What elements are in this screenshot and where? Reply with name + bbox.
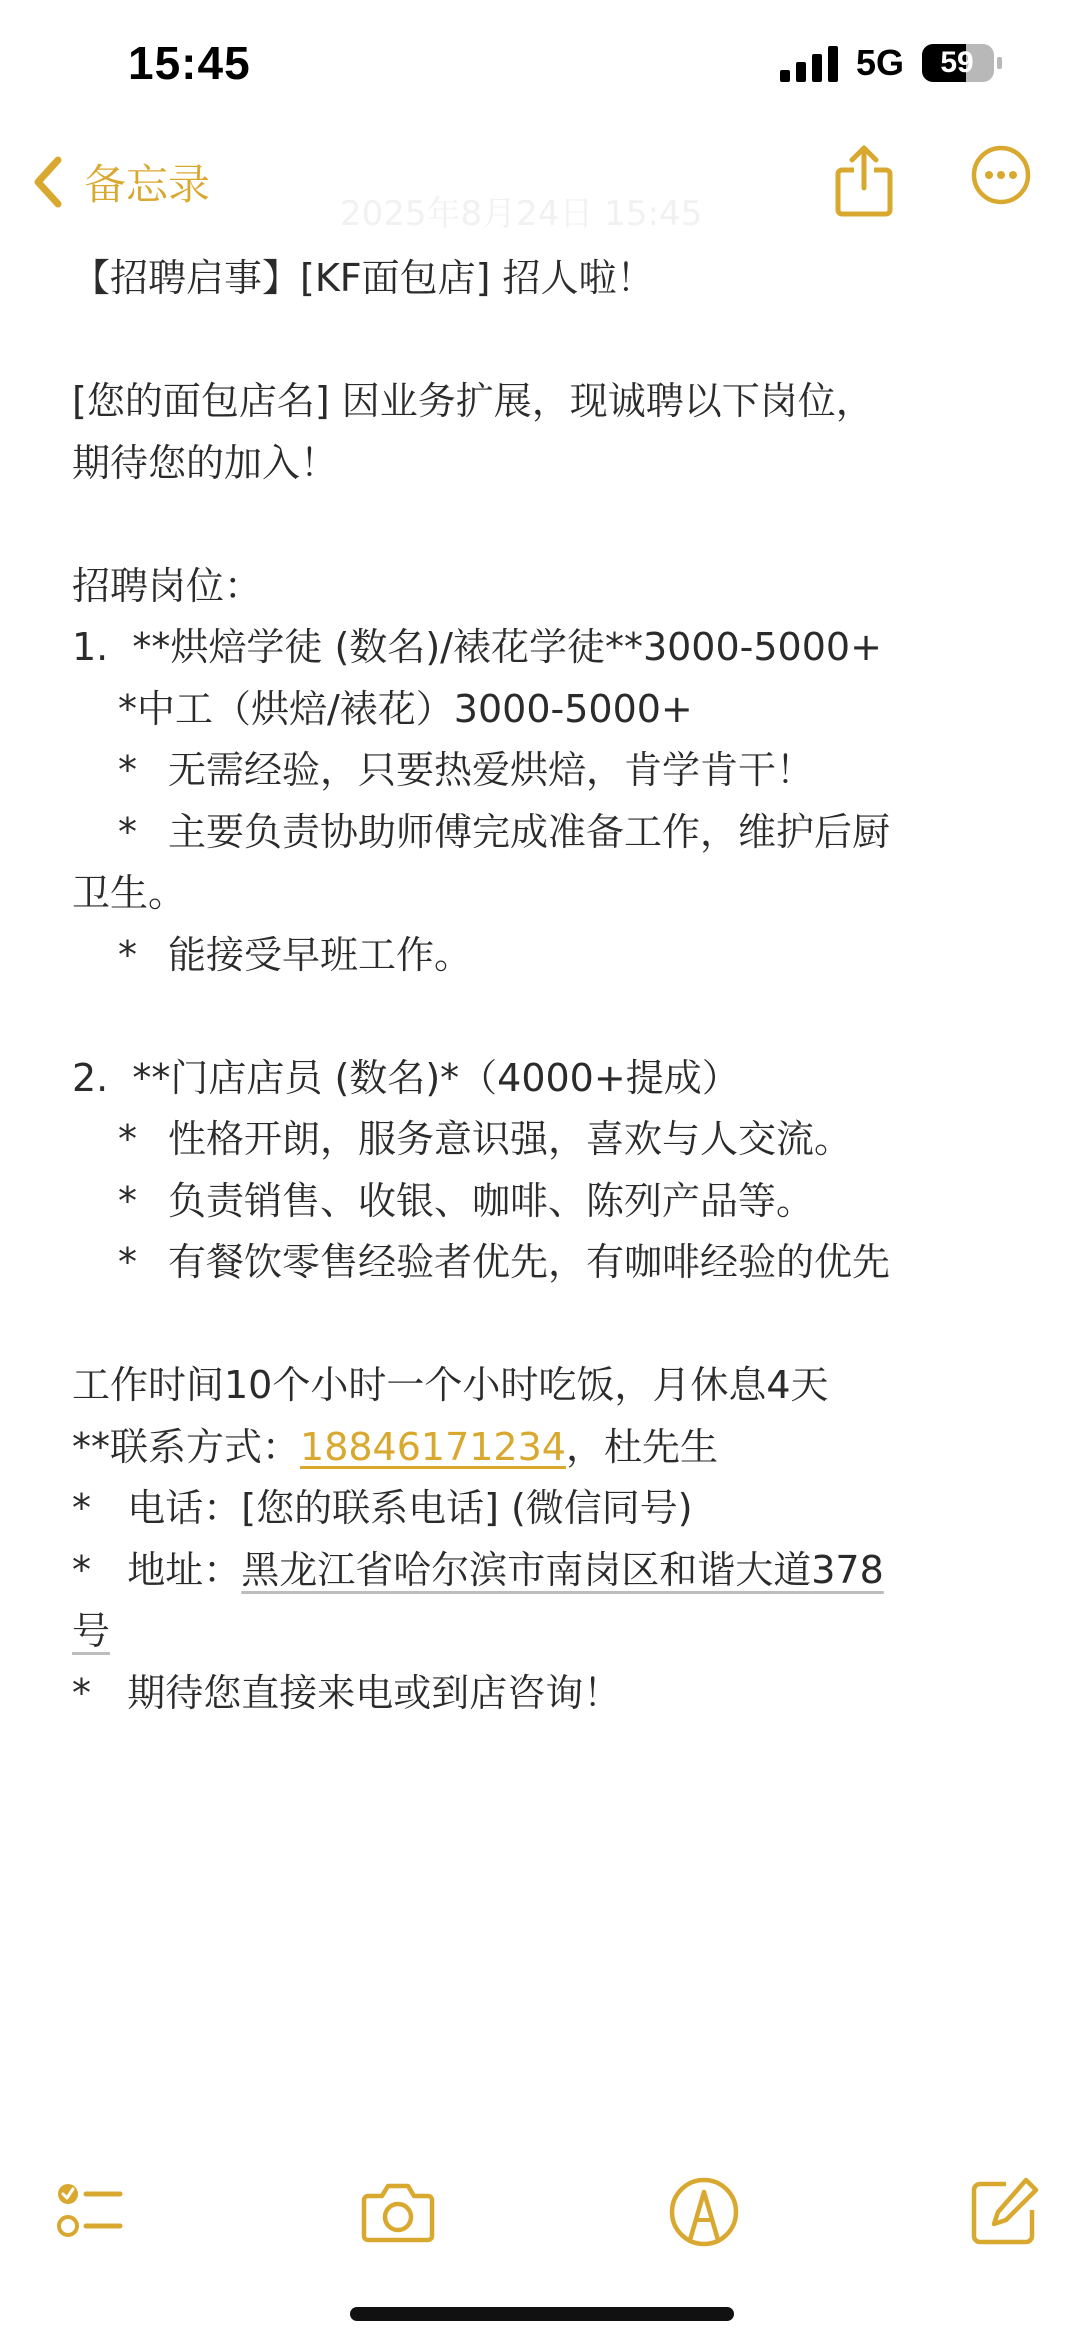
closing-line: * 期待您直接来电或到店咨询！ bbox=[72, 1670, 622, 1715]
chevron-left-icon bbox=[30, 154, 66, 210]
navigation-bar bbox=[0, 130, 1080, 240]
list-item: * 无需经验，只要热爱烘焙，肯学肯干！ bbox=[118, 748, 815, 792]
compose-icon[interactable] bbox=[966, 2174, 1042, 2250]
markup-icon[interactable] bbox=[666, 2174, 742, 2250]
address-link[interactable]: 黑龙江省哈尔滨市南岗区和谐大道378 bbox=[241, 1547, 884, 1592]
phone-line: * 电话：[您的联系电话] (微信同号) bbox=[72, 1486, 693, 1530]
bottom-toolbar bbox=[0, 2160, 1080, 2260]
list-item: * 负责销售、收银、咖啡、陈列产品等。 bbox=[118, 1178, 815, 1223]
position-1-title: 1. **烘焙学徒 (数名)/裱花学徒**3000-5000+ bbox=[72, 625, 882, 669]
position-1-mid-level: *中工（烘焙/裱花）3000-5000+ bbox=[118, 686, 693, 731]
work-time-line: 工作时间10个小时一个小时吃饭，月休息4天 bbox=[72, 1363, 829, 1407]
note-intro-line: [您的面包店名] 因业务扩展，现诚聘以下岗位， bbox=[72, 379, 874, 423]
address-link-cont[interactable]: 号 bbox=[72, 1609, 111, 1653]
position-2-title: 2. **门店店员 (数名)*（4000+提成） bbox=[72, 1055, 740, 1100]
battery-icon bbox=[922, 44, 1004, 82]
battery-level: 59 bbox=[940, 46, 974, 79]
list-item-continuation: 卫生。 bbox=[72, 871, 187, 915]
note-title-line: 【招聘启事】[KF面包店] 招人啦！ bbox=[72, 256, 655, 300]
address-line: * 地址：黑龙江省哈尔滨市南岗区和谐大道378 bbox=[72, 1547, 884, 1592]
status-bar bbox=[0, 0, 1080, 130]
camera-icon[interactable] bbox=[360, 2174, 436, 2250]
positions-heading: 招聘岗位： bbox=[72, 563, 263, 608]
list-item: * 有餐饮零售经验者优先，有咖啡经验的优先 bbox=[118, 1240, 891, 1284]
note-body[interactable] bbox=[72, 248, 1012, 1724]
more-icon[interactable] bbox=[970, 144, 1032, 206]
checklist-icon[interactable] bbox=[52, 2174, 128, 2250]
status-time: 15:45 bbox=[128, 37, 251, 89]
share-icon[interactable] bbox=[832, 140, 896, 220]
back-label: 备忘录 bbox=[84, 160, 211, 209]
contact-line: **联系方式：18846171234，杜先生 bbox=[72, 1424, 718, 1469]
note-intro-line: 期待您的加入！ bbox=[72, 440, 339, 485]
network-type: 5G bbox=[856, 42, 905, 83]
note-date: 2025年8月24日 15:45 bbox=[340, 194, 703, 234]
home-indicator[interactable] bbox=[350, 2307, 734, 2321]
list-item: * 性格开朗，服务意识强，喜欢与人交流。 bbox=[118, 1117, 853, 1161]
list-item: * 主要负责协助师傅完成准备工作，维护后厨 bbox=[118, 809, 891, 854]
phone-number-link[interactable]: 18846171234 bbox=[300, 1424, 566, 1469]
list-item: * 能接受早班工作。 bbox=[118, 932, 473, 977]
back-button[interactable] bbox=[30, 142, 210, 222]
address-continuation bbox=[72, 1601, 1012, 1663]
signal-icon bbox=[780, 46, 840, 82]
